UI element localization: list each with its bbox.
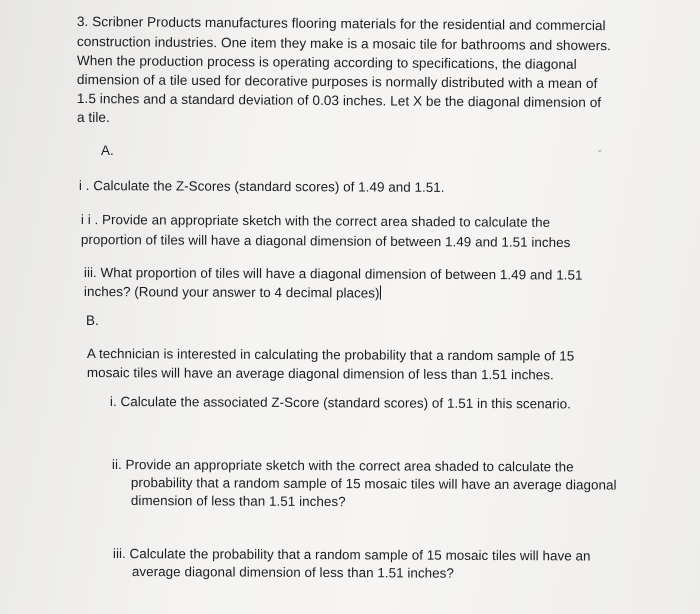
part-b-intro-line: mosaic tiles will have an average diagonal dimension of less than 1.51 inches. bbox=[86, 365, 554, 383]
part-b-iii-line: iii. Calculate the probability that a random sample of 15 mosaic tiles will have an bbox=[112, 546, 591, 564]
part-a-iii-line: iii. What proportion of tiles will have a diagonal dimension of between 1.49 and 1.51 bbox=[83, 265, 583, 283]
part-b-ii-line: probability that a random sample of 15 mosaic tiles will have an average diagonal bbox=[130, 475, 617, 493]
part-b-ii-line: dimension of less than 1.51 inches? bbox=[130, 493, 346, 510]
part-a-iii-text: inches? (Round your answer to 4 decimal places) bbox=[83, 284, 380, 301]
intro-line: dimension of a tile used for decorative purposes is normally distributed with a mean of bbox=[76, 72, 598, 92]
mark: ⌄ bbox=[596, 144, 604, 154]
part-b-ii-line: ii. Provide an appropriate sketch with the correct area shaded to calculate the bbox=[111, 457, 574, 475]
text-cursor bbox=[380, 286, 382, 300]
part-a-iii-line bbox=[84, 284, 381, 302]
part-a-label: A. bbox=[101, 143, 114, 158]
part-b-intro-line: A technician is interested in calculating the probability that a random sample of 15 bbox=[86, 346, 575, 364]
intro-line: When the production process is operating according to specifications, the diagonal bbox=[76, 53, 577, 72]
part-b-i: i. Calculate the associated Z-Score (standard scores) of 1.51 in this scenario. bbox=[109, 394, 571, 412]
part-a-i: i . Calculate the Z-Scores (standard scores) of 1.49 and 1.51. bbox=[78, 178, 445, 195]
part-b-iii-line: average diagonal dimension of less than 1.51 inches? bbox=[131, 564, 454, 581]
intro-line: a tile. bbox=[77, 110, 110, 125]
part-a-ii-line: proportion of tiles will have a diagonal dimension of between 1.49 and 1.51 inches bbox=[80, 232, 571, 250]
part-b-label: B. bbox=[86, 313, 99, 328]
intro-line: 1.5 inches and a standard deviation of 0.03 inches. Let X be the diagonal dimension of bbox=[76, 91, 602, 111]
intro-line: 3. Scribner Products manufactures flooring materials for the residential and commercial bbox=[76, 14, 606, 34]
part-a-ii-line: i i . Provide an appropriate sketch with the correct area shaded to calculate the bbox=[80, 212, 551, 230]
intro-line: construction industries. One item they make is a mosaic tile for bathrooms and showers. bbox=[76, 34, 611, 54]
